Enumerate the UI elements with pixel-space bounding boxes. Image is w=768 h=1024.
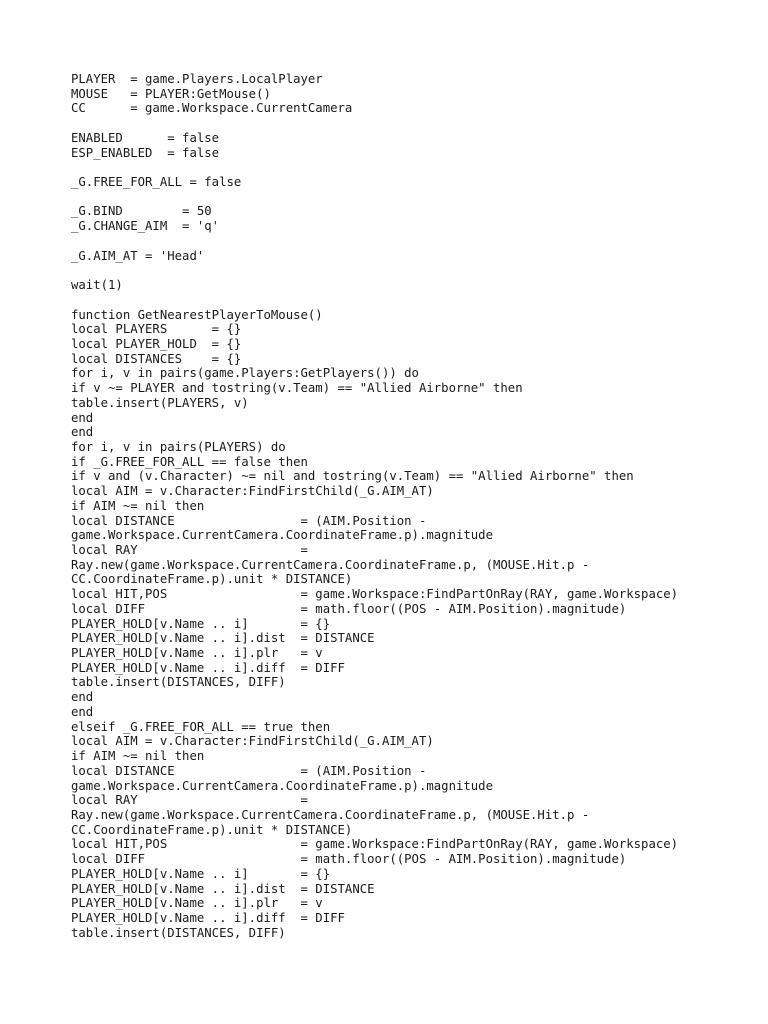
code-line: PLAYER_HOLD[v.Name .. i] = {} — [71, 616, 331, 631]
code-line: if AIM ~= nil then — [71, 498, 205, 513]
code-line: PLAYER_HOLD[v.Name .. i].plr = v — [71, 646, 323, 661]
code-line: PLAYER_HOLD[v.Name .. i].diff = DIFF — [71, 660, 345, 675]
code-line: for i, v in pairs(PLAYERS) do — [71, 439, 286, 454]
code-line: CC = game.Workspace.CurrentCamera — [71, 101, 353, 116]
code-line: if AIM ~= nil then — [71, 749, 205, 764]
code-line: PLAYER_HOLD[v.Name .. i].diff = DIFF — [71, 910, 345, 925]
code-line: table.insert(DISTANCES, DIFF) — [71, 675, 286, 690]
code-line: ESP_ENABLED = false — [71, 145, 220, 160]
code-line — [71, 116, 751, 131]
code-line: local HIT,POS = game.Workspace:FindPartOnRay(RAY, game.Workspace) — [71, 837, 679, 852]
code-line: local PLAYER_HOLD = {} — [71, 336, 242, 351]
code-line: _G.AIM_AT = 'Head' — [71, 248, 205, 263]
code-line: end — [71, 704, 94, 719]
code-line — [71, 160, 751, 175]
code-line: local RAY = — [71, 793, 308, 808]
code-line: end — [71, 690, 94, 705]
code-line: local RAY = — [71, 543, 308, 557]
code-line — [71, 293, 751, 308]
code-line: local HIT,POS = game.Workspace:FindPartOnRay(RAY, game.Workspace) — [71, 587, 679, 602]
code-line: local DIFF = math.floor((POS - AIM.Position).magnitude) — [71, 601, 627, 616]
code-line: PLAYER = game.Players.LocalPlayer — [71, 72, 323, 86]
code-line: Ray.new(game.Workspace.CurrentCamera.CoordinateFrame.p, (MOUSE.Hit.p - — [71, 807, 590, 822]
code-line: local DIFF = math.floor((POS - AIM.Position).magnitude) — [71, 852, 627, 867]
code-line: if v ~= PLAYER and tostring(v.Team) == "Allied Airborne" then — [71, 381, 523, 396]
code-line: for i, v in pairs(game.Players:GetPlayers()) do — [71, 366, 419, 381]
code-document — [71, 72, 751, 940]
code-line: _G.BIND = 50 — [71, 204, 212, 219]
code-line: function GetNearestPlayerToMouse() — [71, 307, 323, 322]
code-line: local DISTANCES = {} — [71, 351, 242, 366]
code-line: PLAYER_HOLD[v.Name .. i] = {} — [71, 866, 331, 881]
code-line: PLAYER_HOLD[v.Name .. i].dist = DISTANCE — [71, 881, 375, 896]
code-line: end — [71, 410, 94, 425]
code-line: local DISTANCE = (AIM.Position - — [71, 763, 427, 778]
code-line: CC.CoordinateFrame.p).unit * DISTANCE) — [71, 822, 353, 837]
code-line: wait(1) — [71, 278, 123, 293]
code-line: local DISTANCE = (AIM.Position - — [71, 513, 427, 528]
code-line — [71, 234, 751, 249]
code-line: local PLAYERS = {} — [71, 322, 242, 337]
code-line — [71, 263, 751, 278]
code-line: CC.CoordinateFrame.p).unit * DISTANCE) — [71, 572, 353, 587]
code-line: end — [71, 425, 94, 440]
code-line: table.insert(PLAYERS, v) — [71, 395, 249, 410]
code-line: ENABLED = false — [71, 130, 220, 145]
code-line: _G.FREE_FOR_ALL = false — [71, 175, 242, 190]
code-line: _G.CHANGE_AIM = 'q' — [71, 219, 220, 234]
code-line: elseif _G.FREE_FOR_ALL == true then — [71, 719, 331, 734]
code-line: if v and (v.Character) ~= nil and tostring(v.Team) == "Allied Airborne" then — [71, 469, 634, 484]
code-line: PLAYER_HOLD[v.Name .. i].plr = v — [71, 896, 323, 911]
code-line: MOUSE = PLAYER:GetMouse() — [71, 86, 271, 101]
code-line: local AIM = v.Character:FindFirstChild(_G.AIM_AT) — [71, 484, 434, 499]
code-line: if _G.FREE_FOR_ALL == false then — [71, 454, 308, 469]
code-line — [71, 190, 751, 205]
code-line: game.Workspace.CurrentCamera.CoordinateFrame.p).magnitude — [71, 778, 493, 793]
code-line: local AIM = v.Character:FindFirstChild(_G.AIM_AT) — [71, 734, 434, 749]
code-line: PLAYER_HOLD[v.Name .. i].dist = DISTANCE — [71, 631, 375, 646]
code-line: game.Workspace.CurrentCamera.CoordinateFrame.p).magnitude — [71, 528, 493, 543]
code-line: table.insert(DISTANCES, DIFF) — [71, 925, 286, 940]
code-line: Ray.new(game.Workspace.CurrentCamera.CoordinateFrame.p, (MOUSE.Hit.p - — [71, 557, 590, 572]
